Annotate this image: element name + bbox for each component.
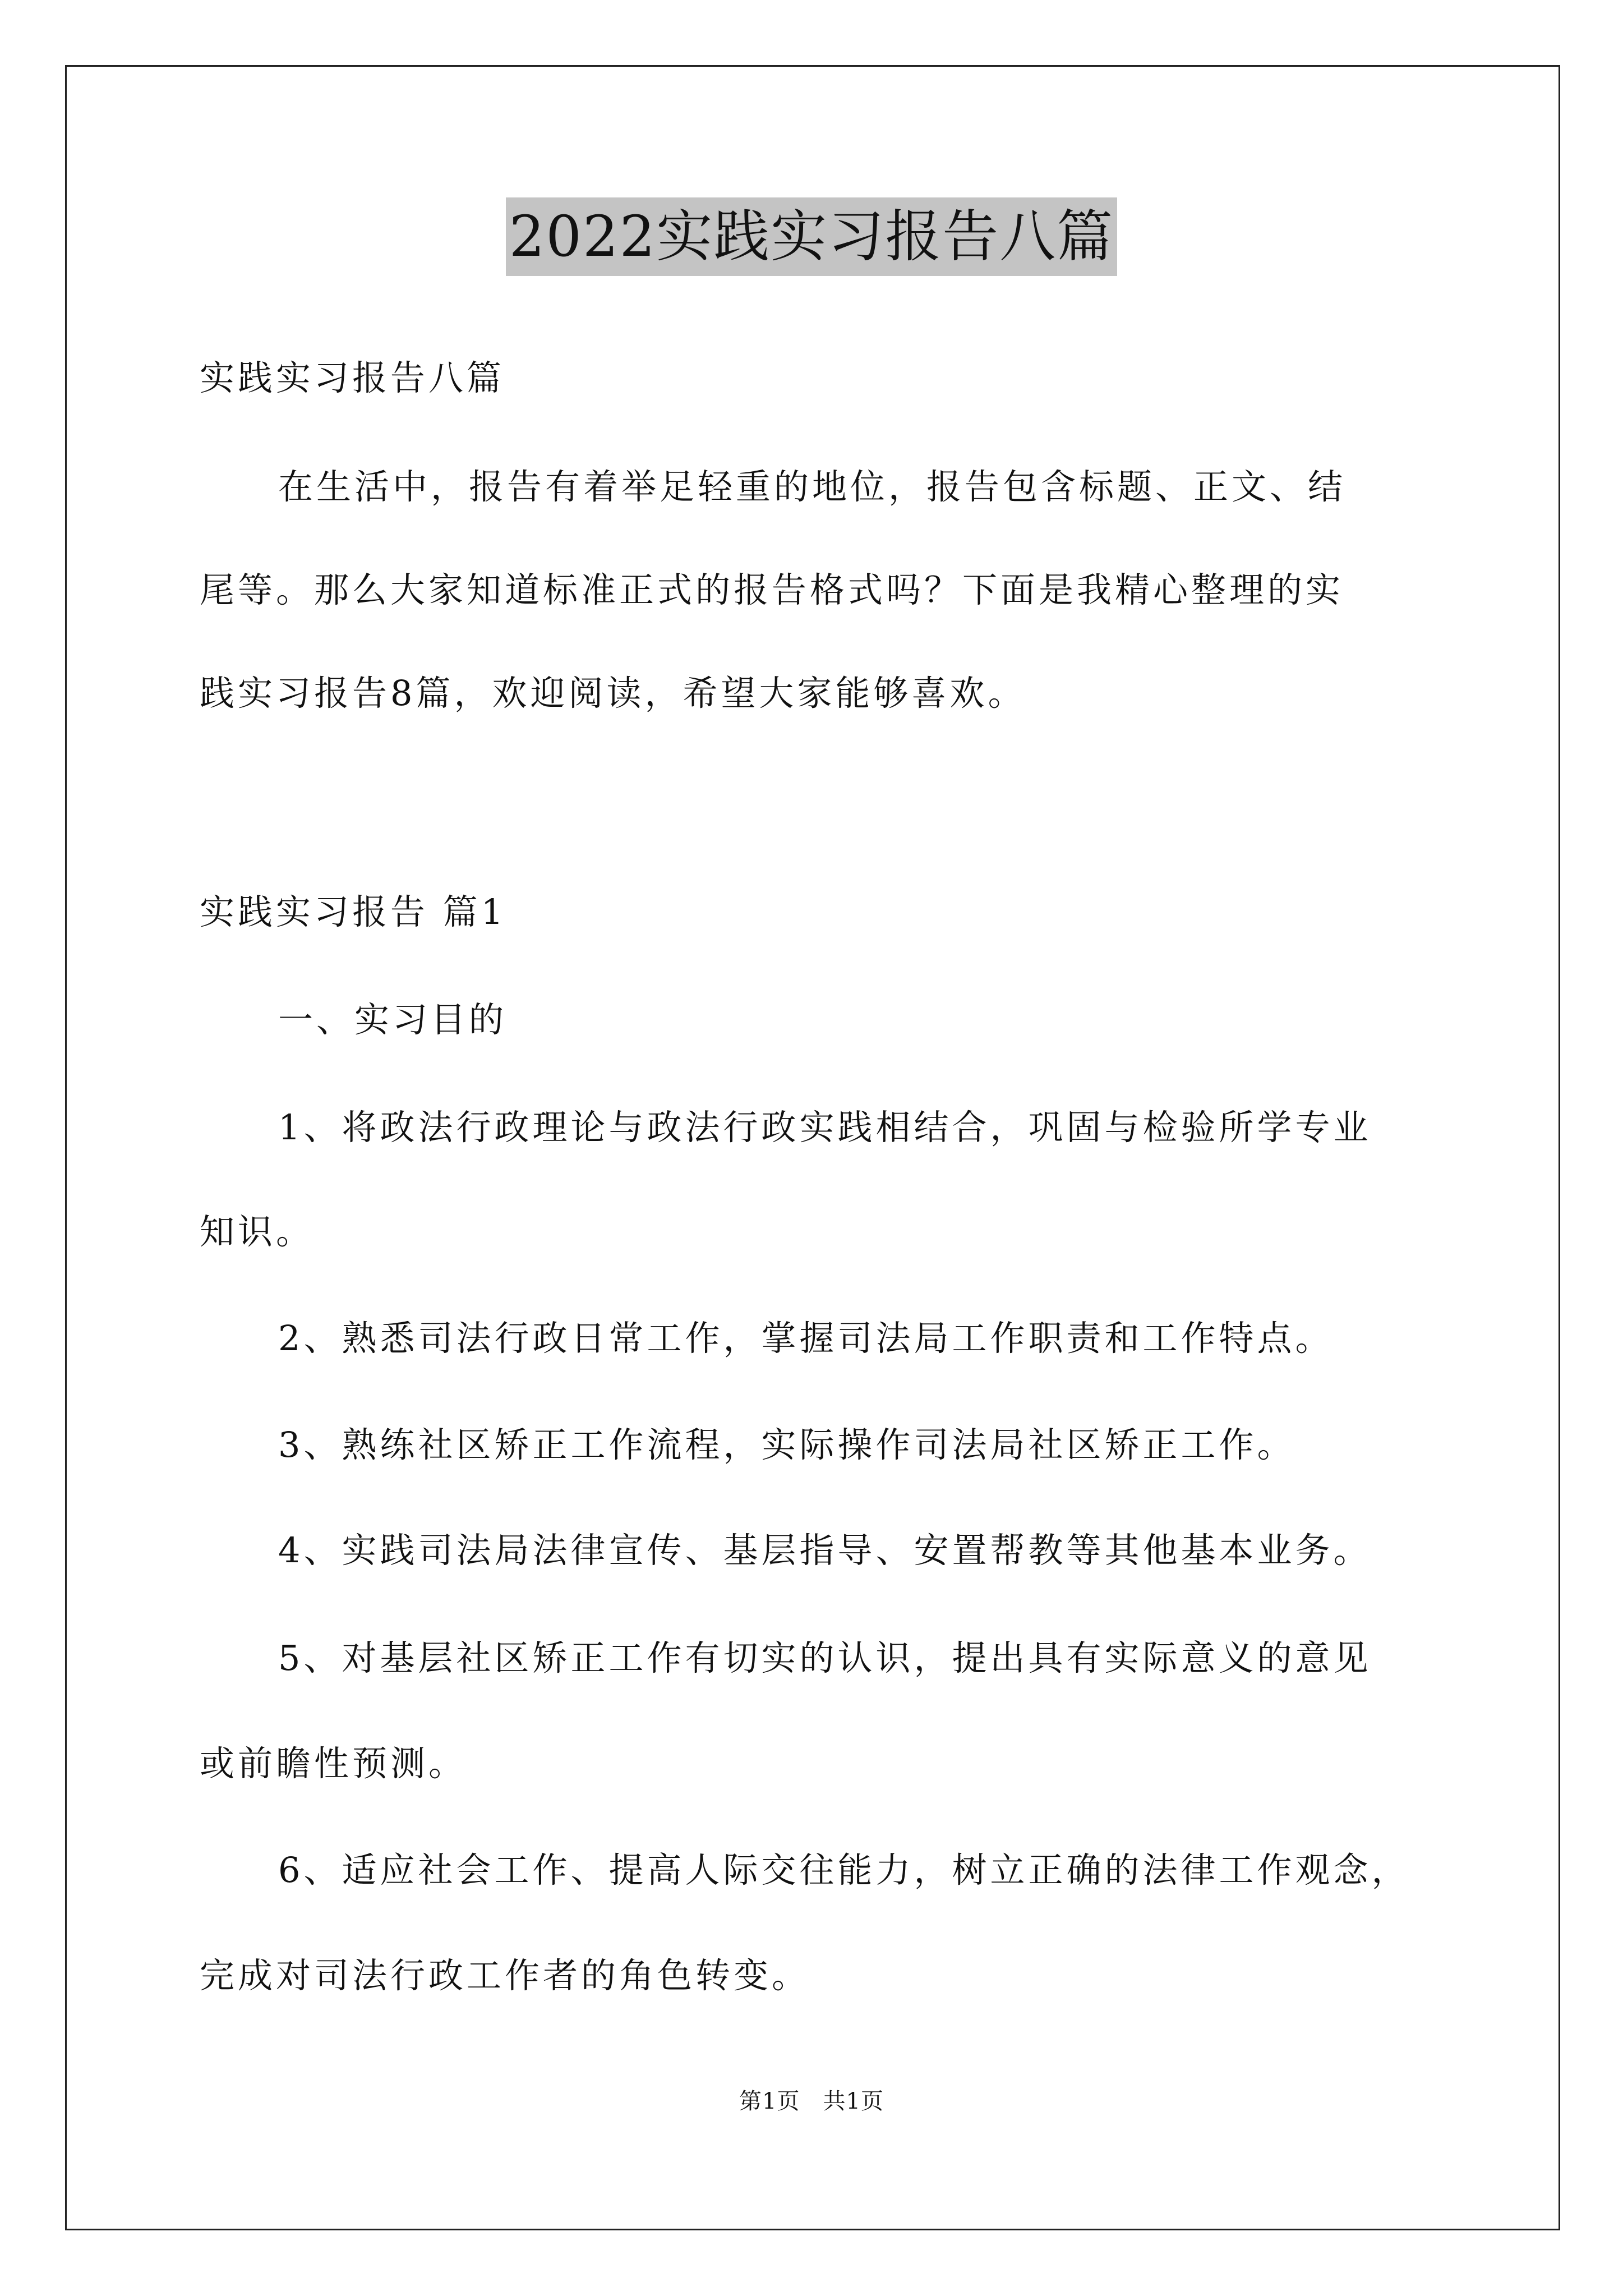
item-1-line-2: 知识。: [200, 1211, 315, 1252]
intro-line-2: 尾等。那么大家知道标准正式的报告格式吗？下面是我精心整理的实: [200, 569, 1344, 610]
item-5-line-2: 或前瞻性预测。: [200, 1743, 467, 1784]
item-3: 3、熟练社区矫正工作流程，实际操作司法局社区矫正工作。: [278, 1424, 1295, 1465]
intro-line-1: 在生活中，报告有着举足轻重的地位，报告包含标题、正文、结: [278, 466, 1347, 507]
item-6-line-1: 6、适应社会工作、提高人际交往能力，树立正确的法律工作观念，: [278, 1849, 1410, 1890]
intro-line-3: 践实习报告8篇，欢迎阅读，希望大家能够喜欢。: [200, 673, 1026, 714]
item-1-line-1: 1、将政法行政理论与政法行政实践相结合，巩固与检验所学专业: [278, 1107, 1372, 1148]
document-title: 2022实践实习报告八篇: [506, 197, 1118, 276]
title-container: [0, 197, 1623, 276]
item-5-line-1: 5、对基层社区矫正工作有切实的认识，提出具有实际意义的意见: [278, 1637, 1372, 1678]
page-footer: 第1页 共1页: [739, 2088, 884, 2114]
subtitle-line: 实践实习报告八篇: [200, 357, 505, 398]
item-6-line-2: 完成对司法行政工作者的角色转变。: [200, 1955, 810, 1996]
subsection-heading: 一、实习目的: [278, 999, 508, 1040]
item-2: 2、熟悉司法行政日常工作，掌握司法局工作职责和工作特点。: [278, 1318, 1334, 1359]
section-heading: 实践实习报告 篇1: [200, 891, 507, 932]
item-4: 4、实践司法局法律宣传、基层指导、安置帮教等其他基本业务。: [278, 1530, 1372, 1571]
